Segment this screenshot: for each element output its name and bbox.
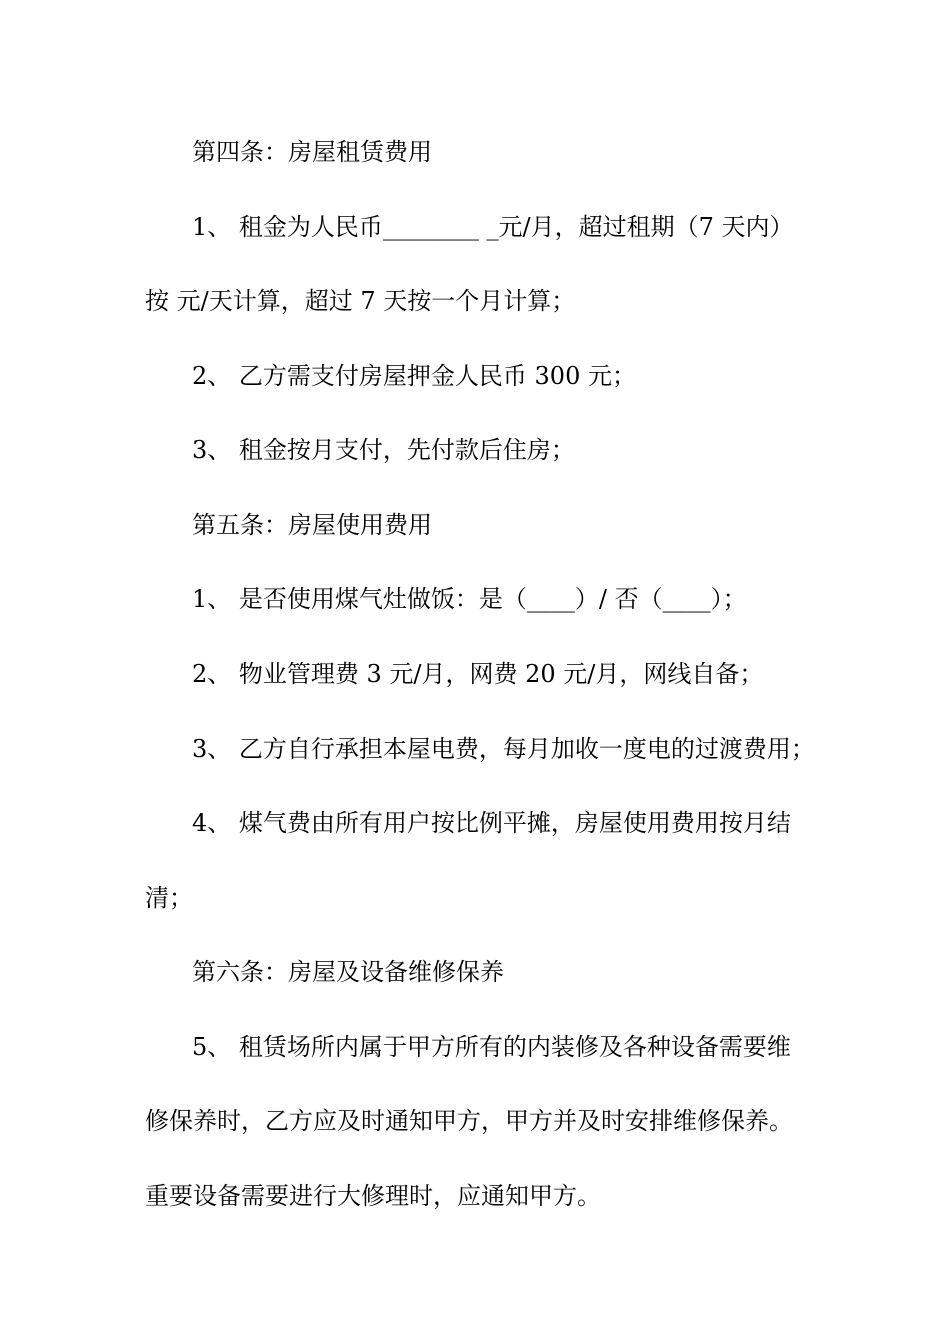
paragraph-line: 4、 煤气费由所有用户按比例平摊，房屋使用费用按月结 [192, 809, 791, 838]
paragraph-line: 1、 租金为人民币________ _元/月，超过租期（7 天内） [192, 212, 794, 241]
clause-item [145, 712, 950, 787]
paragraph-line: 1、 是否使用煤气灶做饭：是（____）/ 否（____）； [192, 585, 747, 614]
paragraph-line: 5、 租赁场所内属于甲方所有的内装修及各种设备需要维 [192, 1032, 791, 1061]
clause-item [145, 190, 950, 339]
paragraph-line: 清； [145, 883, 193, 912]
paragraph-line: 2、 乙方需支付房屋押金人民币 300 元； [192, 361, 636, 390]
clause-item [145, 786, 950, 935]
clause-item [145, 562, 950, 637]
paragraph-line: 2、 物业管理费 3 元/月，网费 20 元/月，网线自备； [192, 659, 764, 688]
clause-item [145, 1010, 950, 1234]
paragraph-line: 重要设备需要进行大修理时，应通知甲方。 [145, 1181, 601, 1210]
paragraph-line: 第五条：房屋使用费用 [192, 510, 432, 539]
paragraph-line: 修保养时，乙方应及时通知甲方，甲方并及时安排维修保养。 [145, 1107, 793, 1136]
clause-item [145, 339, 950, 414]
article-heading [145, 488, 950, 563]
paragraph-line: 第六条：房屋及设备维修保养 [192, 958, 504, 987]
article-heading [145, 115, 950, 190]
clause-item [145, 413, 950, 488]
paragraph-line: 3、 乙方自行承担本屋电费，每月加收一度电的过渡费用； [192, 734, 815, 763]
paragraph-line: 第四条：房屋租赁费用 [192, 138, 432, 166]
paragraph-line: 3、 租金按月支付，先付款后住房； [192, 436, 575, 465]
clause-item [145, 637, 950, 712]
article-heading [145, 935, 950, 1010]
paragraph-line: 按 元/天计算，超过 7 天按一个月计算； [145, 287, 576, 316]
